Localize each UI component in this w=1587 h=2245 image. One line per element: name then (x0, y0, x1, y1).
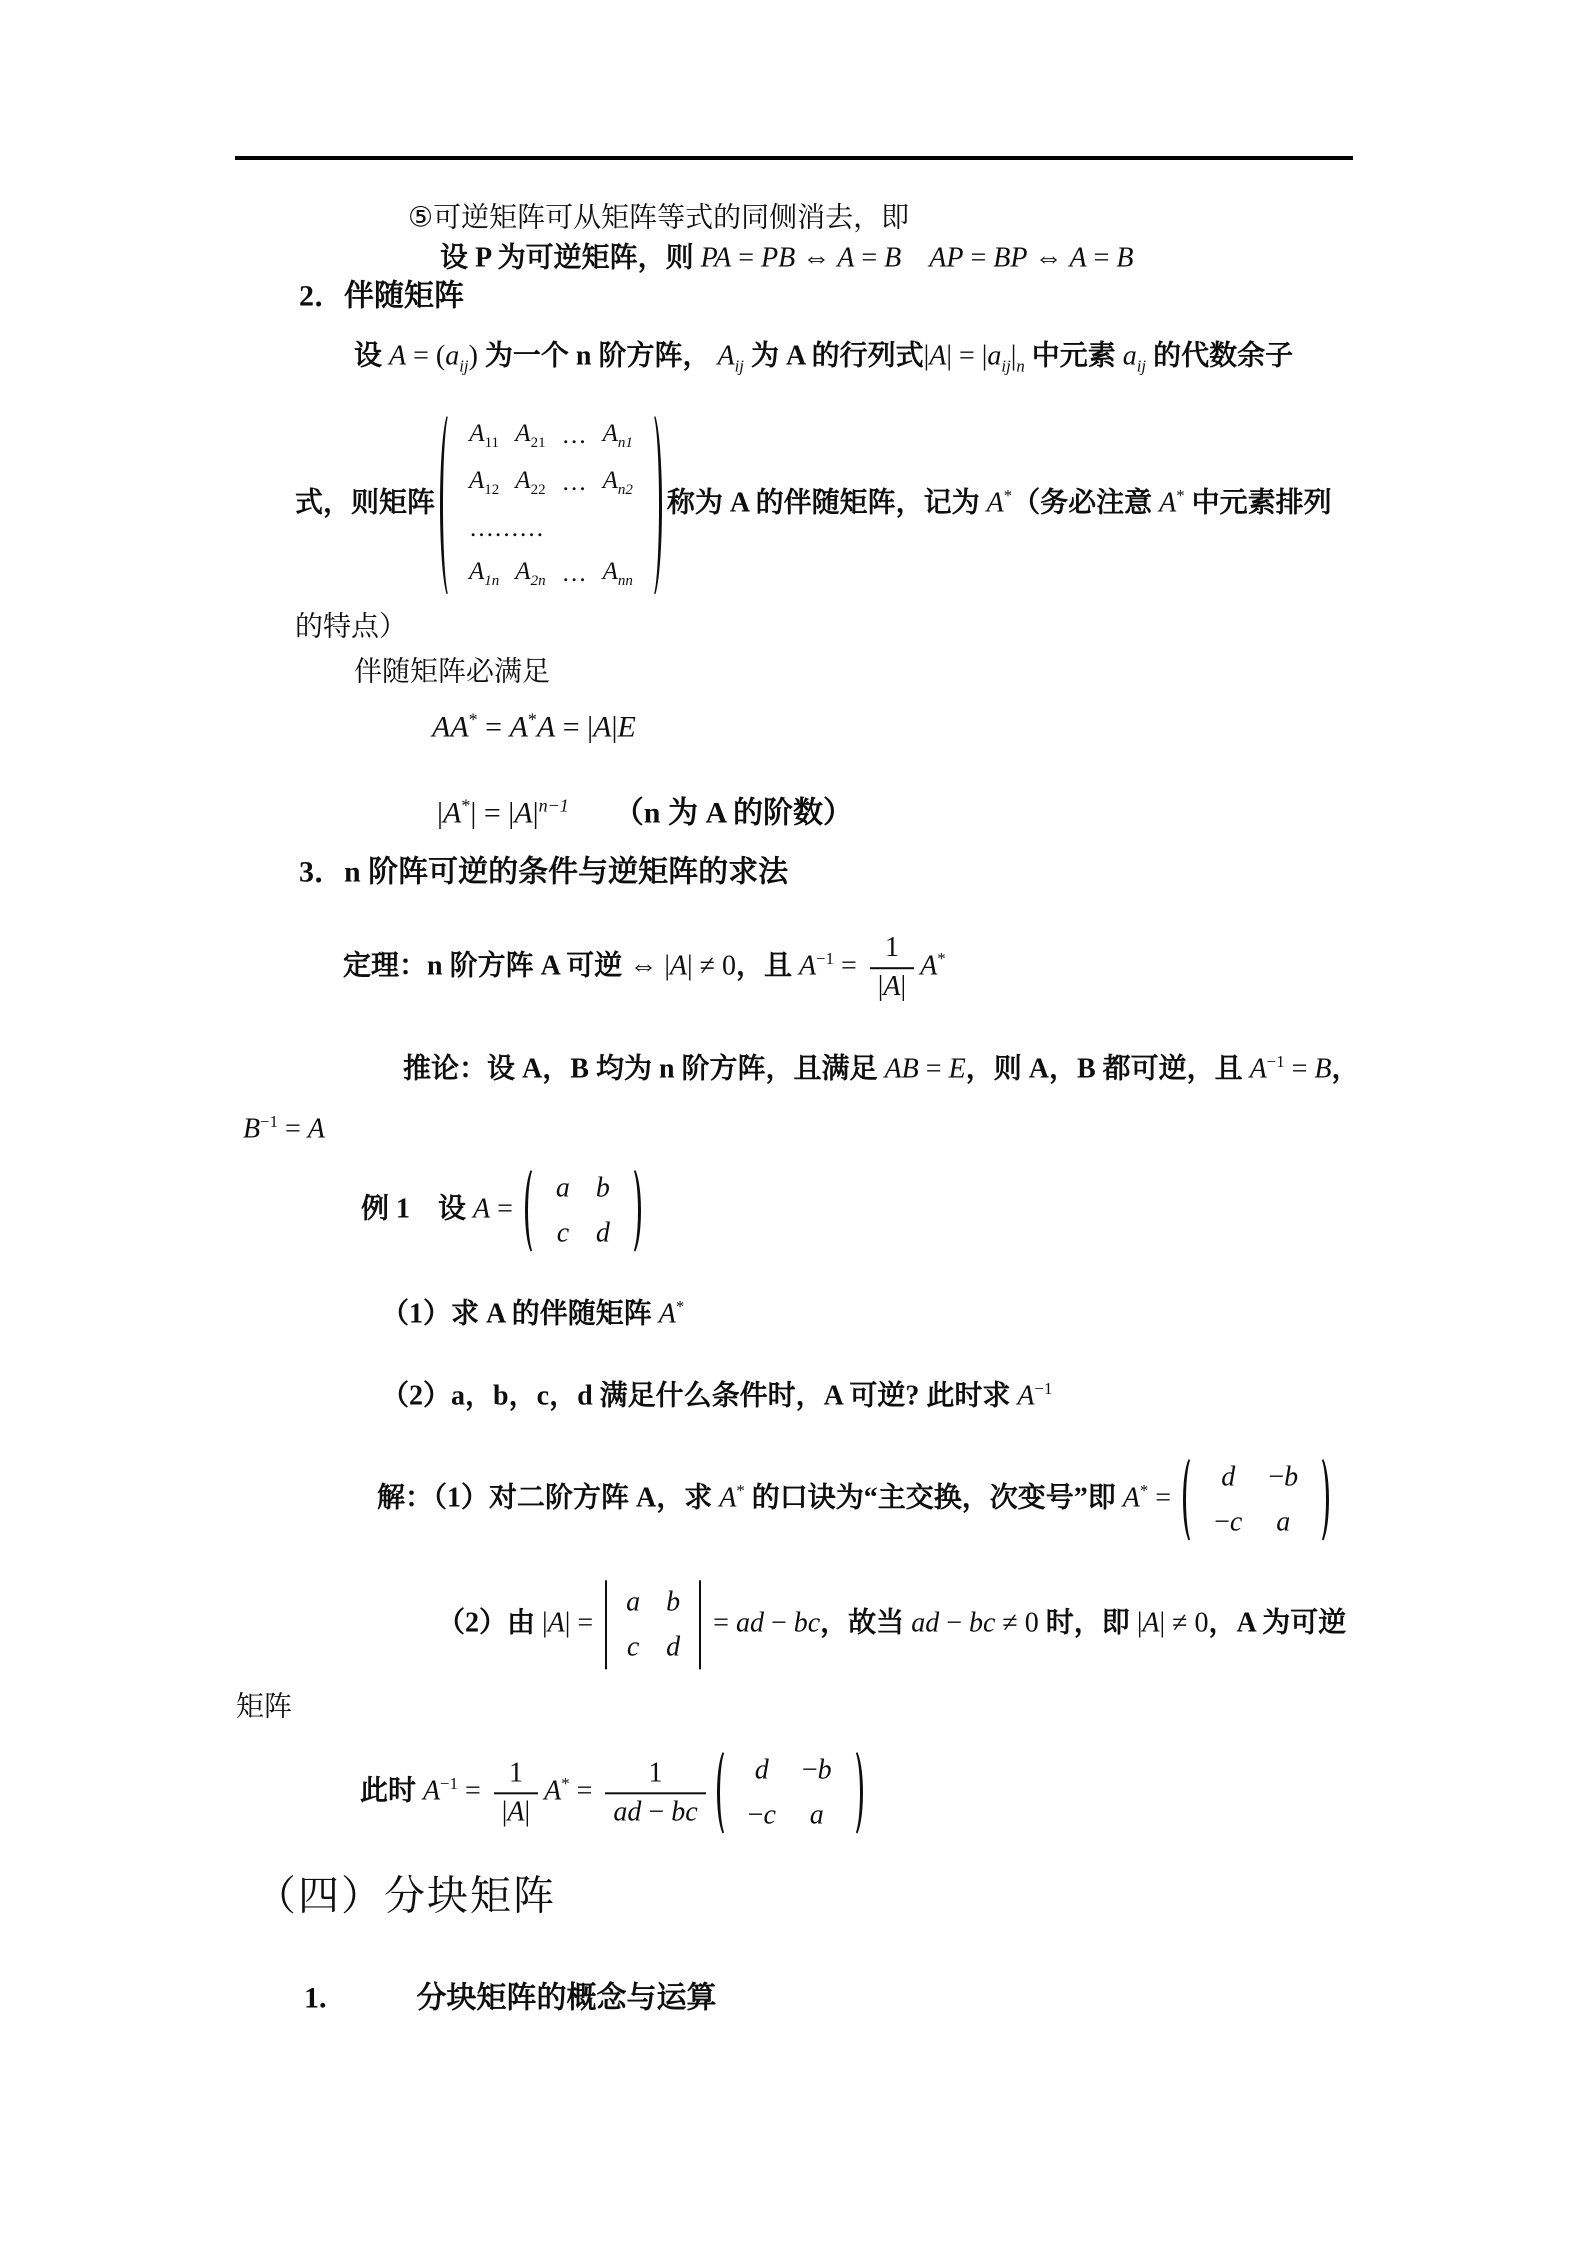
line-theorem: 定理：n 阶方阵 A 可逆 ⇔ |A| ≠ 0，且 $A^{-1}$ = $\frac{1}{|A|}$ A* (343, 932, 946, 1002)
para-adjoint-definition: 设 $A = (a_{ij})$ 为一个 n 阶方阵， $A_{ij}$ 为 A 的行列式$|A| = |a_{ij}|_n$ 中元素 $a_{ij}$ 的代数余子 (354, 340, 1294, 376)
line-question2: （2）a，b，c，d 满足什么条件时，A 可逆? 此时求 $A^{-1}$ (381, 1379, 1053, 1412)
line-item5-detail: 设 P 为可逆矩阵，则 PA = PB ⇔ A = B AP = BP ⇔ A = B (440, 242, 1134, 274)
heading-inverse-condition: 3．n 阶阵可逆的条件与逆矩阵的求法 (299, 855, 789, 889)
line-solution2-continuation: 矩阵 (236, 1691, 293, 1723)
formula-det-power: $|A^*| = |A|^{n-1}$ （n 为 A 的阶数） (437, 795, 853, 830)
line-example1: 例 1 设 A = a b c d (361, 1166, 646, 1255)
header-rule (235, 156, 1353, 160)
line-item5: ⑤可逆矩阵可从矩阵等式的同侧消去，即 (408, 202, 910, 234)
para-adjoint-tail: 的特点） (295, 611, 408, 643)
line-solution2: （2）由 |A| = a b c d = ad − bc，故当 ad − bc ≠ 0 时，即 |A| ≠ 0，A 为可逆 (437, 1580, 1346, 1669)
line-inverse-result: 此时 $A^{-1}$ = $\frac{1}{|A|}$ A* = $\frac{1}{ad - bc}$ d −b −c a (360, 1748, 868, 1837)
line-satisfy: 伴随矩阵必满足 (354, 656, 551, 688)
formula-aa-star: AA* = A*A = |A|E (432, 709, 636, 744)
line-question1: （1）求 A 的伴随矩阵 A* (381, 1297, 685, 1330)
line-corollary-continuation: $B^{-1} = A$ (243, 1112, 325, 1145)
line-corollary: 推论：设 A，B 均为 n 阶方阵，且满足 AB = E，则 A，B 都可逆，且 $A^{-1} = B$， (403, 1052, 1360, 1085)
line-solution1: 解：（1）对二阶方阵 A，求 A* 的口诀为“主交换，次变号”即 A* = d −b −c a (377, 1455, 1334, 1544)
para-adjoint-matrix-formula: 式，则矩阵 $A_{11}$ $A_{21}$ … $A_{n1}$ $A_{12}$ $A_{22}$ … $A_{n2}$ ……… $A_{1n}$ $A_{2n}$ … $A_{nn}$ 称为 A 的伴随矩阵，记为 A*（务必注意 A* 中元素排列 (295, 412, 1332, 599)
heading-block-matrix: （四）分块矩阵 (255, 1872, 556, 1919)
heading-adjoint-matrix: 2．伴随矩阵 (299, 279, 464, 313)
heading-block-matrix-concept: 1. 分块矩阵的概念与运算 (304, 1981, 717, 2015)
